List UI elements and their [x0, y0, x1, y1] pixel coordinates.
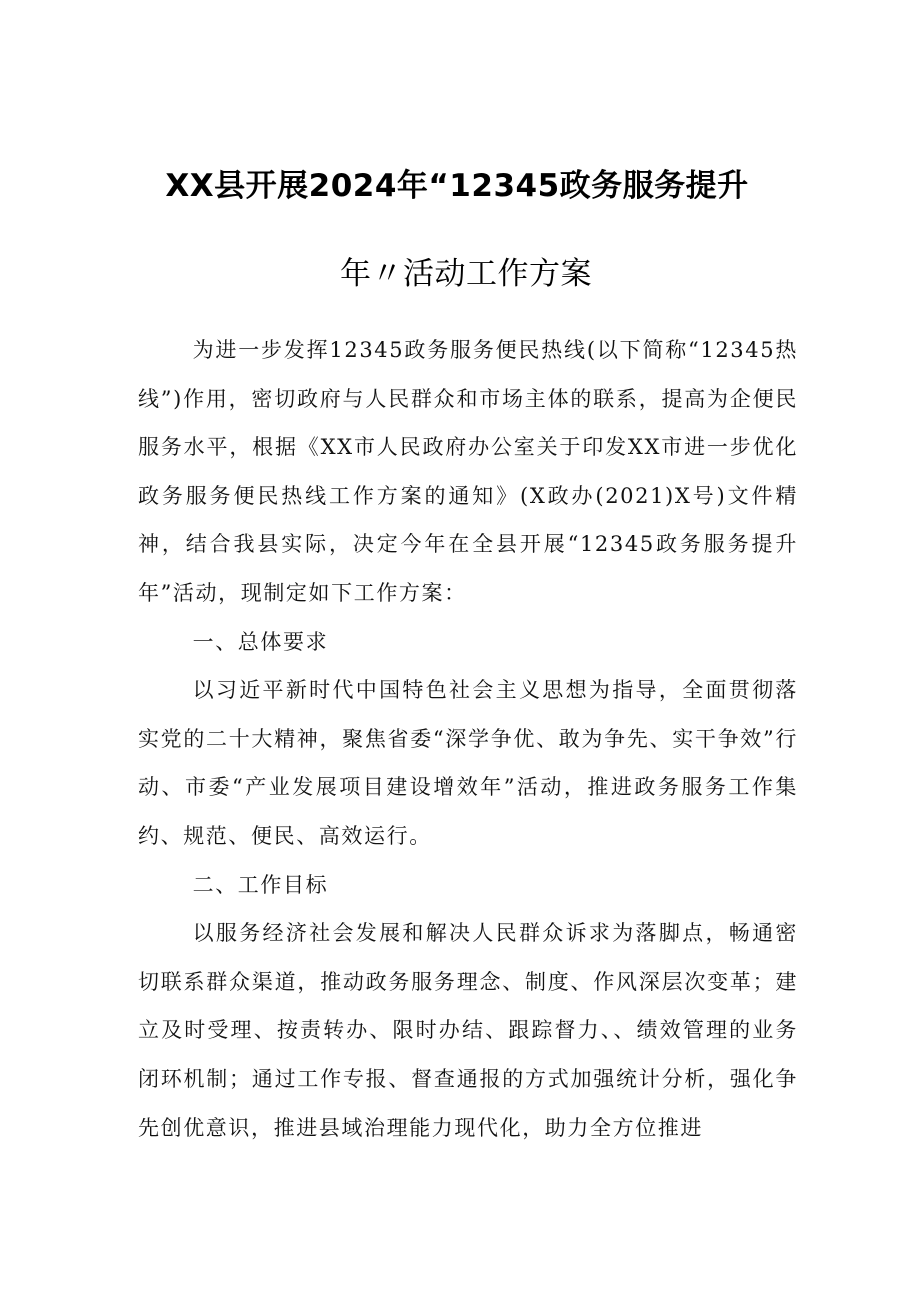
section-paragraph-work-goals: 以服务经济社会发展和解决人民群众诉求为落脚点，畅通密切联系群众渠道，推动政务服务理念、制度、作风深层次变革；建立及时受理、按责转办、限时办结、跟踪督力、、绩效管理的业务闭环机制；通过工作专报、督查通报的方式加强统计分析，强化争先创优意识，推进县域治理能力现代化，助力全方位推进 [138, 921, 798, 1140]
document-title-line1: XX县开展2024年“12345政务服务提升 [165, 168, 749, 204]
section-heading-general-requirements: 一、总体要求 [192, 629, 329, 654]
intro-paragraph: 为进一步发挥12345政务服务便民热线(以下简称“12345热线”)作用，密切政府与人民群众和市场主体的联系，提高为企便民服务水平，根据《XX市人民政府办公室关于印发XX市进一步优化政务服务便民热线工作方案的通知》(X政办(2021)X号)文件精神，结合我县实际，决定今年在全县开展“12345政务服务提升年”活动，现制定如下工作方案： [138, 338, 798, 605]
section-heading-work-goals: 二、工作目标 [192, 872, 329, 897]
document-body [138, 326, 798, 1152]
section-paragraph-general-requirements: 以习近平新时代中国特色社会主义思想为指导，全面贯彻落实党的二十大精神，聚焦省委“深学争优、敢为争先、实干争效”行动、市委“产业发展项目建设增效年”活动，推进政务服务工作集约、规范、便民、高效运行。 [138, 678, 798, 848]
document-title-line2: 年〃活动工作方案 [340, 256, 592, 292]
